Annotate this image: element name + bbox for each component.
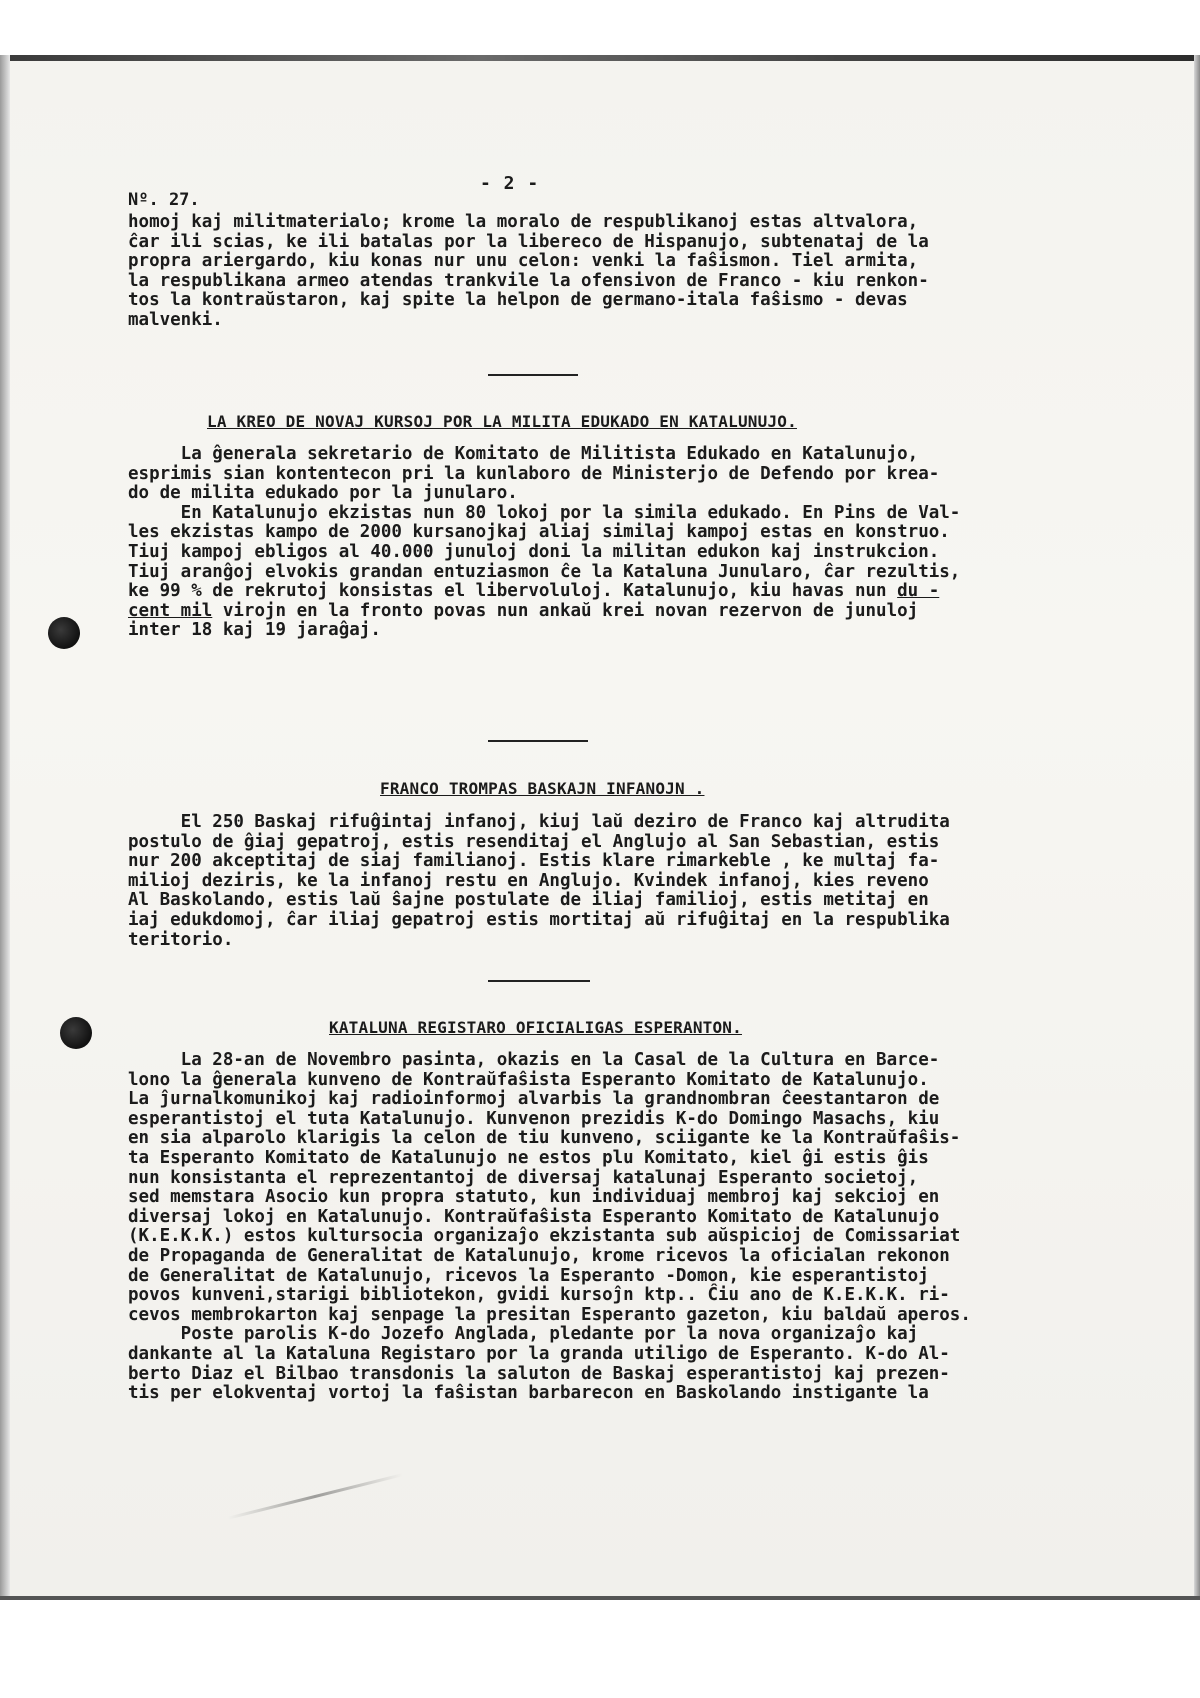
text-line: (K.E.K.K.) estos kultursocia organizaĵo ekzistanta sub aŭspicioj de Comissariat — [128, 1226, 961, 1247]
section-divider — [488, 740, 588, 742]
text-line: La ĵurnalkomunikoj kaj radioinformoj alvarbis la grandnombran ĉeestantaron de — [128, 1089, 940, 1110]
text-line: diversaj lokoj en Katalunujo. Kontraŭfaŝista Esperanto Komitato de Katalunujo — [128, 1206, 940, 1227]
text-fragment: ke 99 % de rekrutoj konsistas el libervoluloj. Katalunujo, kiu havas nun — [128, 581, 898, 602]
paper-fold-mark — [227, 1473, 402, 1519]
scanned-page — [0, 55, 1200, 1600]
text-line: ta Esperanto Komitato de Katalunujo ne estos plu Komitato, kiel ĝi estis ĝis — [128, 1147, 929, 1168]
text-line: esprimis sian kontentecon pri la kunlaboro de Ministerjo de Defendo por krea- — [128, 463, 940, 484]
section-body — [128, 1051, 1078, 1404]
text-line: propra ariergardo, kiu konas nur unu celon: venki la faŝismon. Tiel armita, — [128, 251, 919, 272]
text-line — [128, 582, 1078, 602]
intro-paragraph — [128, 213, 1078, 331]
text-line: En Katalunujo ekzistas nun 80 lokoj por la simila edukado. En Pins de Val- — [128, 502, 961, 523]
text-line: Tiuj kampoj ebligos al 40.000 junuloj doni la militan edukon kaj instrukcion. — [128, 541, 940, 562]
punch-hole-icon — [60, 1017, 92, 1049]
text-line: la respublikana armeo atendas trankvile la ofensivon de Franco - kiu renkon- — [128, 270, 929, 291]
section-heading: LA KREO DE NOVAJ KURSOJ POR LA MILITA EDUKADO EN KATALUNUJO. — [207, 412, 797, 431]
section-divider — [488, 980, 590, 982]
text-line: povos kunveni,starigi bibliotekon, gvidi kursoĵn ktp.. Ĉiu ano de K.E.K.K. ri- — [128, 1285, 950, 1306]
text-fragment: virojn en la fronto povas nun ankaŭ krei novan rezervon de junuloj — [212, 600, 919, 621]
text-line: do de milita edukado por la junularo. — [128, 483, 518, 504]
text-line: malvenki. — [128, 309, 223, 330]
text-line: en sia alparolo klarigis la celon de tiu kunveno, sciigante ke la Kontraŭfaŝis- — [128, 1128, 961, 1149]
text-line: Poste parolis K-do Jozefo Anglada, pledante por la nova organizaĵo kaj — [128, 1324, 919, 1345]
text-line: esperantistoj el tuta Katalunujo. Kunvenon prezidis K-do Domingo Masachs, kiu — [128, 1108, 940, 1129]
text-line: La 28-an de Novembro pasinta, okazis en la Casal de la Cultura en Barce- — [128, 1050, 940, 1070]
text-line: dankante al la Kataluna Registaro por la granda utiligo de Esperanto. K-do Al- — [128, 1343, 950, 1364]
underlined-text: cent mil — [128, 600, 213, 621]
text-line: El 250 Baskaj rifuĝintaj infanoj, kiuj laŭ deziro de Franco kaj altrudita — [128, 812, 950, 832]
punch-hole-icon — [48, 617, 80, 649]
text-line: berto Diaz el Bilbao transdonis la saluton de Baskaj esperantistoj kaj prezen- — [128, 1363, 950, 1384]
text-line: de Generalitat de Katalunujo, ricevos la Esperanto -Domon, kie esperantistoj — [128, 1265, 929, 1286]
scan-bottom-edge — [0, 1596, 1200, 1600]
section-heading: FRANCO TROMPAS BASKAJN INFANOJN . — [380, 779, 705, 798]
section-divider — [488, 374, 578, 376]
text-line: les ekzistas kampo de 2000 kursanojkaj aliaj similaj kampoj estas en konstruo. — [128, 522, 950, 543]
text-line — [128, 602, 1078, 622]
issue-number: Nº. 27. — [128, 190, 200, 210]
text-line: iaj edukdomoj, ĉar iliaj gepatroj estis mortitaj aŭ rifuĝitaj en la respublika — [128, 909, 950, 930]
section-body — [128, 813, 1078, 950]
scan-top-edge — [0, 55, 1200, 61]
text-line: Tiuj aranĝoj elvokis grandan entuziasmon ĉe la Kataluna Junularo, ĉar rezultis, — [128, 561, 961, 582]
text-line: milioj deziris, ke la infanoj restu en Anglujo. Kvindek infanoj, kies reveno — [128, 870, 929, 891]
text-line: lono la ĝenerala kunveno de Kontraŭfaŝista Esperanto Komitato de Katalunujo. — [128, 1069, 929, 1090]
section-body — [128, 445, 1078, 641]
text-line: cevos membrokarton kaj senpage la presitan Esperanto gazeton, kiu baldaŭ aperos. — [128, 1304, 971, 1325]
text-line: La ĝenerala sekretario de Komitato de Militista Edukado en Katalunujo, — [128, 444, 919, 464]
text-line: inter 18 kaj 19 jaraĝaj. — [128, 620, 381, 641]
text-line: nun konsistanta el reprezentantoj de diversaj katalunaj Esperanto societoj, — [128, 1167, 919, 1188]
text-line: ĉar ili scias, ke ili batalas por la libereco de Hispanujo, subtenataj de la — [128, 231, 929, 252]
page-number: - 2 - — [480, 173, 540, 194]
underlined-text: du - — [897, 581, 940, 602]
text-line: tos la kontraŭstaron, kaj spite la helpon de germano-itala faŝismo - devas — [128, 290, 908, 311]
scan-right-edge — [1194, 55, 1200, 1600]
text-line: Al Baskolando, estis laŭ ŝajne postulate de iliaj familioj, estis metitaj en — [128, 890, 929, 911]
text-line: homoj kaj militmaterialo; krome la moralo de respublikanoj estas altvalora, — [128, 212, 919, 232]
section-heading: KATALUNA REGISTARO OFICIALIGAS ESPERANTON. — [329, 1018, 742, 1037]
text-line: tis per elokventaj vortoj la faŝistan barbarecon en Baskolando instigante la — [128, 1383, 929, 1404]
text-line: de Propaganda de Generalitat de Katalunujo, krome ricevos la oficialan rekonon — [128, 1245, 950, 1266]
text-line: postulo de ĝiaj gepatroj, estis resenditaj el Anglujo al San Sebastian, estis — [128, 831, 940, 852]
scan-left-edge — [0, 55, 10, 1600]
text-line: teritorio. — [128, 929, 234, 950]
text-line: sed memstara Asocio kun propra statuto, kun individuaj membroj kaj sekcioj en — [128, 1187, 940, 1208]
text-line: nur 200 akceptitaj de siaj familianoj. Estis klare rimarkeble , ke multaj fa- — [128, 851, 940, 872]
